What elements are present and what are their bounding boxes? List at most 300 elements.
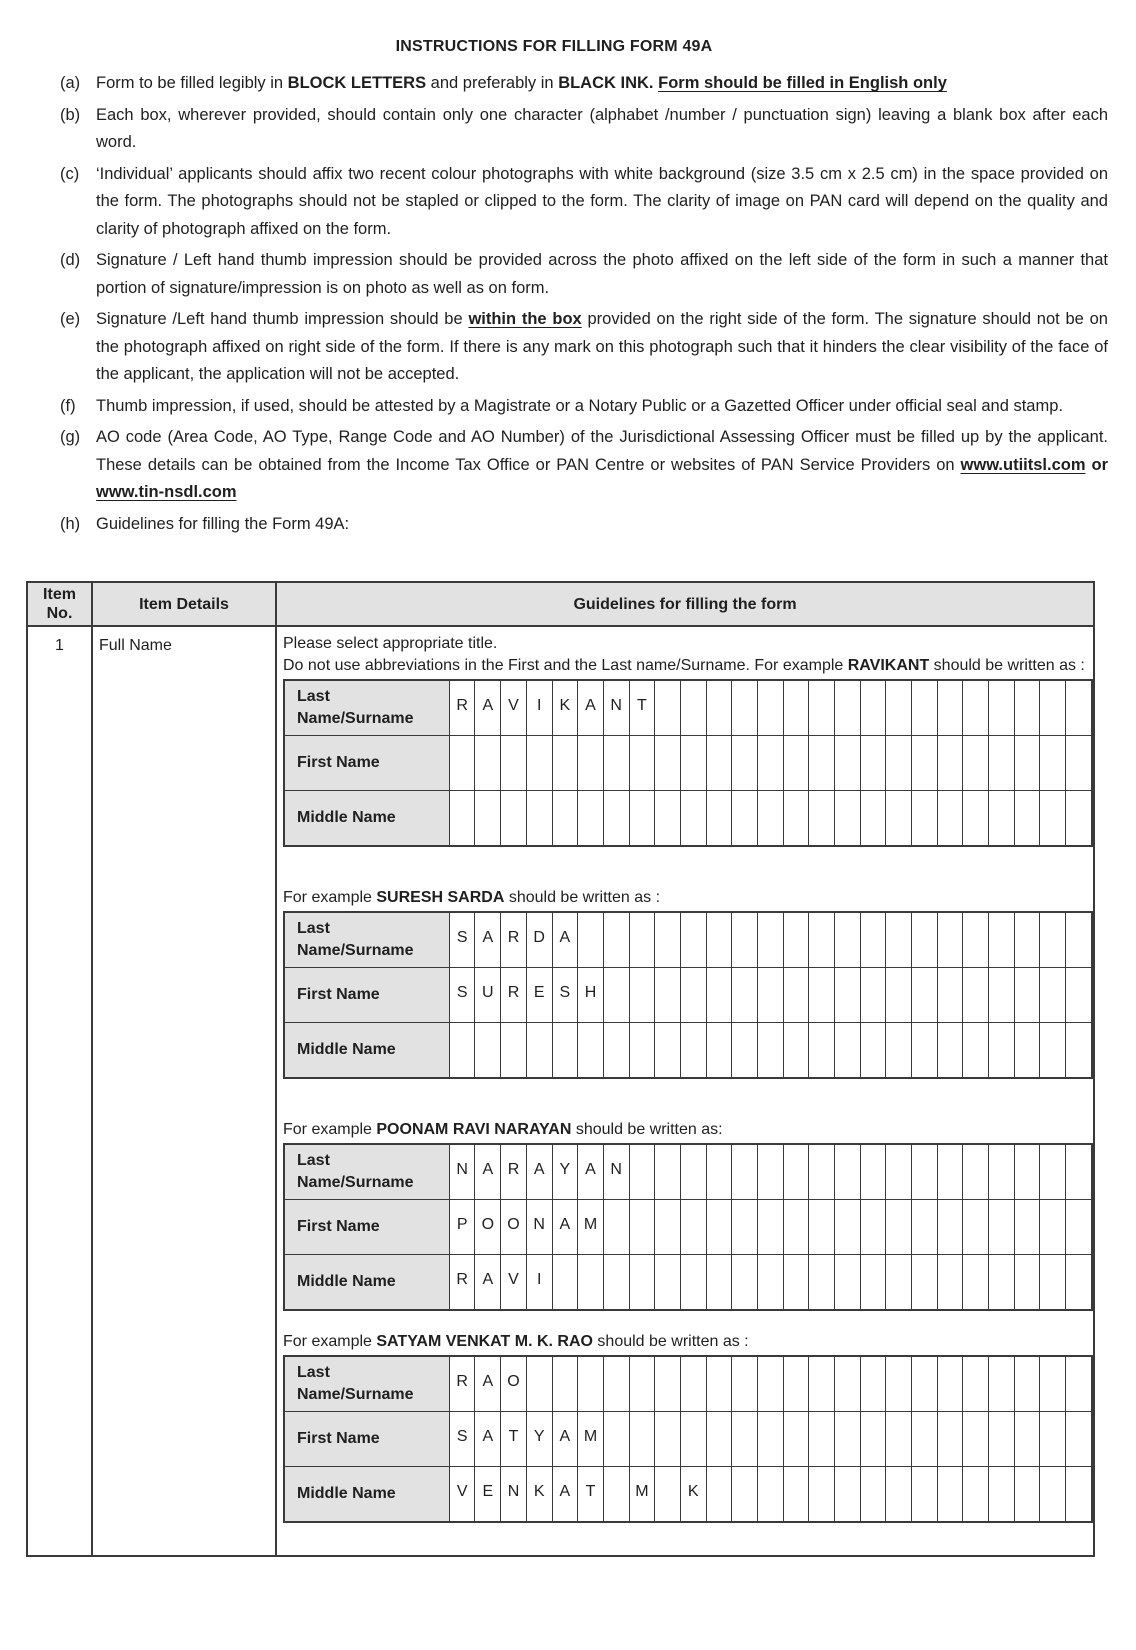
character-box	[680, 1356, 706, 1412]
header-guidelines: Guidelines for filling the form	[276, 582, 1094, 626]
name-examples	[283, 679, 1093, 1523]
instruction-text: ‘Individual’ applicants should affix two recent colour photographs with white background (size 3.5 cm x 2.5 cm) in the space provided on the form. The photographs should not be stapled or clipped to the form. The clarity of image on PAN card will depend on the quality and clarity of photograph affixed on the form.	[96, 164, 1108, 238]
name-row-first	[284, 1200, 1092, 1255]
character-box	[706, 968, 732, 1023]
character-box	[578, 1356, 604, 1412]
instruction-a	[60, 70, 1108, 98]
character-box	[757, 1144, 783, 1200]
character-box: T	[501, 1412, 527, 1467]
header-item-no: Item No.	[27, 582, 92, 626]
caption-name: SATYAM VENKAT M. K. RAO	[376, 1333, 593, 1350]
character-box	[603, 1356, 629, 1412]
character-box	[809, 1255, 835, 1311]
character-box	[1040, 1144, 1066, 1200]
character-box	[680, 680, 706, 736]
instruction-label: (f)	[60, 396, 76, 415]
character-box	[680, 1144, 706, 1200]
character-box	[809, 680, 835, 736]
character-box	[449, 1023, 475, 1079]
character-box	[783, 1467, 809, 1523]
character-box: R	[501, 912, 527, 968]
character-box	[706, 1467, 732, 1523]
character-box	[706, 1023, 732, 1079]
character-box	[911, 1467, 937, 1523]
character-box: A	[475, 1255, 501, 1311]
character-box: N	[603, 1144, 629, 1200]
character-box	[834, 736, 860, 791]
character-box	[963, 912, 989, 968]
character-box	[988, 1200, 1014, 1255]
character-box	[963, 968, 989, 1023]
character-box	[655, 1356, 681, 1412]
name-box-table	[283, 911, 1093, 1079]
character-box	[629, 1200, 655, 1255]
name-row-last	[284, 680, 1092, 736]
character-box	[655, 680, 681, 736]
character-box	[911, 1023, 937, 1079]
character-box: V	[501, 680, 527, 736]
character-box	[988, 968, 1014, 1023]
character-box	[680, 1023, 706, 1079]
character-box	[783, 1255, 809, 1311]
character-box	[757, 791, 783, 847]
character-box	[886, 1356, 912, 1412]
character-box: O	[501, 1356, 527, 1412]
character-box	[809, 1412, 835, 1467]
character-box	[757, 1023, 783, 1079]
middle-name-label: Middle Name	[284, 1467, 449, 1523]
character-box: O	[475, 1200, 501, 1255]
character-box	[1014, 1356, 1040, 1412]
character-box	[937, 1467, 963, 1523]
character-box: A	[578, 1144, 604, 1200]
character-box	[911, 1200, 937, 1255]
character-box: A	[475, 1412, 501, 1467]
tin-nsdl-link[interactable]: www.tin-nsdl.com	[96, 483, 237, 501]
instruction-c	[60, 161, 1108, 244]
name-row-last	[284, 1144, 1092, 1200]
character-box	[1014, 912, 1040, 968]
character-box	[603, 1412, 629, 1467]
character-box	[680, 791, 706, 847]
character-box	[706, 912, 732, 968]
character-box	[988, 680, 1014, 736]
character-box: S	[449, 1412, 475, 1467]
character-box	[706, 791, 732, 847]
character-box: M	[578, 1412, 604, 1467]
instruction-b	[60, 102, 1108, 157]
character-box	[1040, 1200, 1066, 1255]
guidelines-cell	[276, 626, 1094, 1556]
character-box	[603, 1255, 629, 1311]
character-box	[988, 1356, 1014, 1412]
instruction-label: (b)	[60, 105, 81, 124]
character-box	[501, 1023, 527, 1079]
instruction-text: AO code (Area Code, AO Type, Range Code and AO Number) of the Jurisdictional Assessing Officer must be filled up by the applicant. These details can be obtained from the Income Tax Office or PAN Centre or websites of PAN Service Providers on	[96, 428, 1108, 474]
character-box	[834, 1255, 860, 1311]
character-box	[860, 680, 886, 736]
guideline-text: Do not use abbreviations in the First and the Last name/Surname. For example	[283, 657, 848, 674]
character-box	[1014, 680, 1040, 736]
character-box	[834, 1144, 860, 1200]
character-box	[629, 736, 655, 791]
character-box	[963, 1412, 989, 1467]
character-box	[834, 1200, 860, 1255]
character-box	[449, 736, 475, 791]
character-box	[757, 1356, 783, 1412]
character-box	[809, 791, 835, 847]
character-box	[1040, 680, 1066, 736]
character-box	[1040, 912, 1066, 968]
character-box	[526, 791, 552, 847]
character-box	[1014, 1255, 1040, 1311]
character-box: A	[475, 1144, 501, 1200]
caption-text: should be written as :	[504, 889, 661, 906]
character-box: R	[449, 1255, 475, 1311]
instruction-text: Thumb impression, if used, should be attested by a Magistrate or a Notary Public or a Gazetted Officer under official seal and stamp.	[96, 396, 1063, 415]
character-box	[1065, 1356, 1092, 1412]
character-box	[886, 1467, 912, 1523]
character-box	[680, 1255, 706, 1311]
character-box	[988, 1467, 1014, 1523]
character-box	[603, 968, 629, 1023]
table-row	[27, 626, 1094, 1556]
character-box	[886, 736, 912, 791]
page-title: INSTRUCTIONS FOR FILLING FORM 49A	[395, 38, 713, 55]
character-box	[757, 912, 783, 968]
instruction-e	[60, 306, 1108, 389]
table-header-row	[27, 582, 1094, 626]
character-box	[1065, 968, 1092, 1023]
character-box: A	[552, 1200, 578, 1255]
character-box	[834, 912, 860, 968]
character-box	[655, 1023, 681, 1079]
instruction-label: (e)	[60, 310, 81, 328]
character-box	[706, 1200, 732, 1255]
character-box	[1065, 1467, 1092, 1523]
character-box	[706, 1255, 732, 1311]
instruction-bold-text: or	[1085, 455, 1108, 474]
character-box: M	[629, 1467, 655, 1523]
character-box	[1014, 968, 1040, 1023]
character-box	[655, 1255, 681, 1311]
character-box: A	[475, 680, 501, 736]
character-box	[911, 968, 937, 1023]
character-box	[732, 1412, 758, 1467]
character-box	[860, 1412, 886, 1467]
character-box: T	[578, 1467, 604, 1523]
character-box	[732, 1023, 758, 1079]
character-box	[860, 912, 886, 968]
character-box	[526, 1356, 552, 1412]
character-box: U	[475, 968, 501, 1023]
instructions-list	[60, 70, 1108, 542]
instruction-text: Guidelines for filling the Form 49A:	[96, 514, 350, 533]
character-box	[757, 1255, 783, 1311]
character-box	[655, 736, 681, 791]
first-name-label: First Name	[284, 1200, 449, 1255]
character-box	[475, 791, 501, 847]
character-box	[655, 912, 681, 968]
character-box	[937, 680, 963, 736]
character-box	[1014, 736, 1040, 791]
character-box: H	[578, 968, 604, 1023]
character-box	[757, 1412, 783, 1467]
character-box	[963, 1200, 989, 1255]
character-box	[783, 1356, 809, 1412]
character-box	[1065, 1255, 1092, 1311]
character-box	[680, 968, 706, 1023]
character-box: A	[552, 1412, 578, 1467]
character-box: P	[449, 1200, 475, 1255]
character-box	[809, 1023, 835, 1079]
instruction-d	[60, 247, 1108, 302]
character-box	[809, 968, 835, 1023]
character-box	[860, 1200, 886, 1255]
character-box	[732, 791, 758, 847]
instruction-label: (c)	[60, 164, 80, 183]
name-row-middle	[284, 1467, 1092, 1523]
character-box: A	[526, 1144, 552, 1200]
middle-name-label: Middle Name	[284, 1023, 449, 1079]
example-caption	[283, 1331, 1093, 1353]
character-box	[680, 1200, 706, 1255]
character-box: T	[629, 680, 655, 736]
character-box: A	[475, 912, 501, 968]
character-box	[732, 912, 758, 968]
instruction-text: Form to be filled legibly in	[96, 74, 288, 92]
character-box: K	[526, 1467, 552, 1523]
character-box	[655, 1144, 681, 1200]
character-box	[629, 1023, 655, 1079]
character-box	[1040, 736, 1066, 791]
character-box	[937, 1412, 963, 1467]
character-box	[603, 1467, 629, 1523]
character-box	[552, 1023, 578, 1079]
character-box	[680, 1412, 706, 1467]
instruction-text: provided on the right side of the form. The signature should not be on the photograph affixed on right side of the form. If there is any mark on this photograph such that it hinders the clear visibility of the face of the applicant, the application will not be accepted.	[96, 310, 1108, 383]
character-box	[834, 1412, 860, 1467]
character-box	[526, 1023, 552, 1079]
instruction-label: (a)	[60, 74, 81, 92]
character-box	[1040, 1412, 1066, 1467]
name-example	[283, 887, 1093, 1079]
character-box: A	[552, 1467, 578, 1523]
character-box	[1065, 1144, 1092, 1200]
character-box	[963, 736, 989, 791]
character-box	[937, 791, 963, 847]
name-row-middle	[284, 1255, 1092, 1311]
character-box	[963, 1467, 989, 1523]
last-name-label: Last Name/Surname	[284, 912, 449, 968]
character-box	[963, 1356, 989, 1412]
character-box	[886, 791, 912, 847]
caption-name: SURESH SARDA	[376, 889, 505, 906]
character-box: Y	[552, 1144, 578, 1200]
character-box	[655, 1412, 681, 1467]
character-box	[1065, 1412, 1092, 1467]
instruction-label: (g)	[60, 428, 81, 446]
character-box	[886, 968, 912, 1023]
instruction-label: (h)	[60, 514, 81, 533]
character-box	[1065, 736, 1092, 791]
character-box	[1065, 680, 1092, 736]
character-box	[834, 1023, 860, 1079]
character-box	[886, 912, 912, 968]
character-box	[526, 736, 552, 791]
character-box	[732, 968, 758, 1023]
character-box	[603, 912, 629, 968]
character-box	[629, 791, 655, 847]
character-box: E	[475, 1467, 501, 1523]
instruction-f	[60, 393, 1108, 421]
name-box-table	[283, 1143, 1093, 1311]
character-box	[732, 1200, 758, 1255]
character-box	[1040, 968, 1066, 1023]
character-box: S	[449, 968, 475, 1023]
caption-name: POONAM RAVI NARAYAN	[376, 1121, 572, 1138]
character-box: V	[501, 1255, 527, 1311]
character-box	[603, 791, 629, 847]
character-box: K	[680, 1467, 706, 1523]
caption-text: For example	[283, 1121, 377, 1138]
character-box	[860, 1356, 886, 1412]
guideline-line	[283, 655, 1093, 677]
character-box	[988, 1412, 1014, 1467]
instruction-h	[60, 511, 1108, 539]
name-row-middle	[284, 791, 1092, 847]
character-box	[706, 1144, 732, 1200]
guidelines-table	[26, 581, 1095, 1557]
name-row-middle	[284, 1023, 1092, 1079]
character-box	[963, 1023, 989, 1079]
last-name-label: Last Name/Surname	[284, 1356, 449, 1412]
character-box	[834, 968, 860, 1023]
character-box	[783, 1412, 809, 1467]
character-box	[1040, 1023, 1066, 1079]
character-box	[783, 912, 809, 968]
character-box	[937, 736, 963, 791]
character-box	[655, 968, 681, 1023]
caption-text: should be written as :	[592, 1333, 749, 1350]
character-box	[988, 736, 1014, 791]
character-box	[1014, 1023, 1040, 1079]
character-box: A	[552, 912, 578, 968]
character-box	[783, 968, 809, 1023]
character-box	[834, 1467, 860, 1523]
caption-text: should be written as:	[571, 1121, 723, 1138]
instruction-text: Signature /Left hand thumb impression should be	[96, 310, 469, 328]
character-box	[937, 1356, 963, 1412]
character-box	[732, 736, 758, 791]
character-box	[911, 1255, 937, 1311]
character-box	[578, 791, 604, 847]
character-box	[757, 680, 783, 736]
character-box: R	[501, 968, 527, 1023]
character-box	[860, 1255, 886, 1311]
character-box: I	[526, 1255, 552, 1311]
first-name-label: First Name	[284, 968, 449, 1023]
caption-text: For example	[283, 1333, 377, 1350]
character-box	[706, 736, 732, 791]
character-box	[757, 1467, 783, 1523]
character-box	[1040, 1467, 1066, 1523]
character-box	[1065, 1023, 1092, 1079]
character-box: K	[552, 680, 578, 736]
instruction-text: and preferably in	[426, 74, 559, 92]
character-box	[963, 680, 989, 736]
character-box	[809, 1467, 835, 1523]
character-box	[1040, 791, 1066, 847]
character-box	[629, 912, 655, 968]
character-box	[1014, 1200, 1040, 1255]
character-box	[629, 1356, 655, 1412]
character-box	[988, 912, 1014, 968]
character-box: A	[475, 1356, 501, 1412]
character-box	[757, 1200, 783, 1255]
instruction-text: Signature / Left hand thumb impression should be provided across the photo affixed on the left side of the form in such a manner that portion of signature/impression is on photo as well as on form.	[96, 251, 1108, 297]
character-box	[706, 680, 732, 736]
character-box	[834, 1356, 860, 1412]
character-box: E	[526, 968, 552, 1023]
character-box	[1014, 1144, 1040, 1200]
character-box	[988, 1255, 1014, 1311]
character-box	[834, 680, 860, 736]
name-row-first	[284, 1412, 1092, 1467]
character-box: R	[449, 680, 475, 736]
character-box	[501, 791, 527, 847]
character-box: R	[449, 1356, 475, 1412]
character-box: N	[501, 1467, 527, 1523]
instruction-emphasis: Form should be filled in English only	[658, 74, 947, 92]
guideline-intro	[283, 633, 1093, 677]
name-row-first	[284, 736, 1092, 791]
character-box: R	[501, 1144, 527, 1200]
character-box	[757, 968, 783, 1023]
character-box	[809, 736, 835, 791]
guideline-example-name: RAVIKANT	[847, 657, 930, 674]
caption-text: For example	[283, 889, 377, 906]
character-box	[603, 1023, 629, 1079]
character-box	[552, 1356, 578, 1412]
character-box	[732, 1467, 758, 1523]
character-box: A	[578, 680, 604, 736]
character-box	[834, 791, 860, 847]
character-box	[860, 736, 886, 791]
character-box	[860, 791, 886, 847]
character-box	[578, 1023, 604, 1079]
character-box	[629, 1144, 655, 1200]
utiitsl-link[interactable]: www.utiitsl.com	[960, 455, 1086, 474]
character-box	[783, 736, 809, 791]
character-box	[886, 680, 912, 736]
character-box	[809, 1356, 835, 1412]
name-row-last	[284, 1356, 1092, 1412]
character-box	[860, 1023, 886, 1079]
character-box	[783, 1144, 809, 1200]
character-box	[603, 1200, 629, 1255]
character-box	[809, 1200, 835, 1255]
character-box	[501, 736, 527, 791]
character-box	[1065, 791, 1092, 847]
character-box	[552, 1255, 578, 1311]
character-box	[886, 1144, 912, 1200]
character-box	[783, 1200, 809, 1255]
character-box	[937, 1144, 963, 1200]
character-box: N	[526, 1200, 552, 1255]
character-box	[988, 1023, 1014, 1079]
name-box-table	[283, 1355, 1093, 1523]
